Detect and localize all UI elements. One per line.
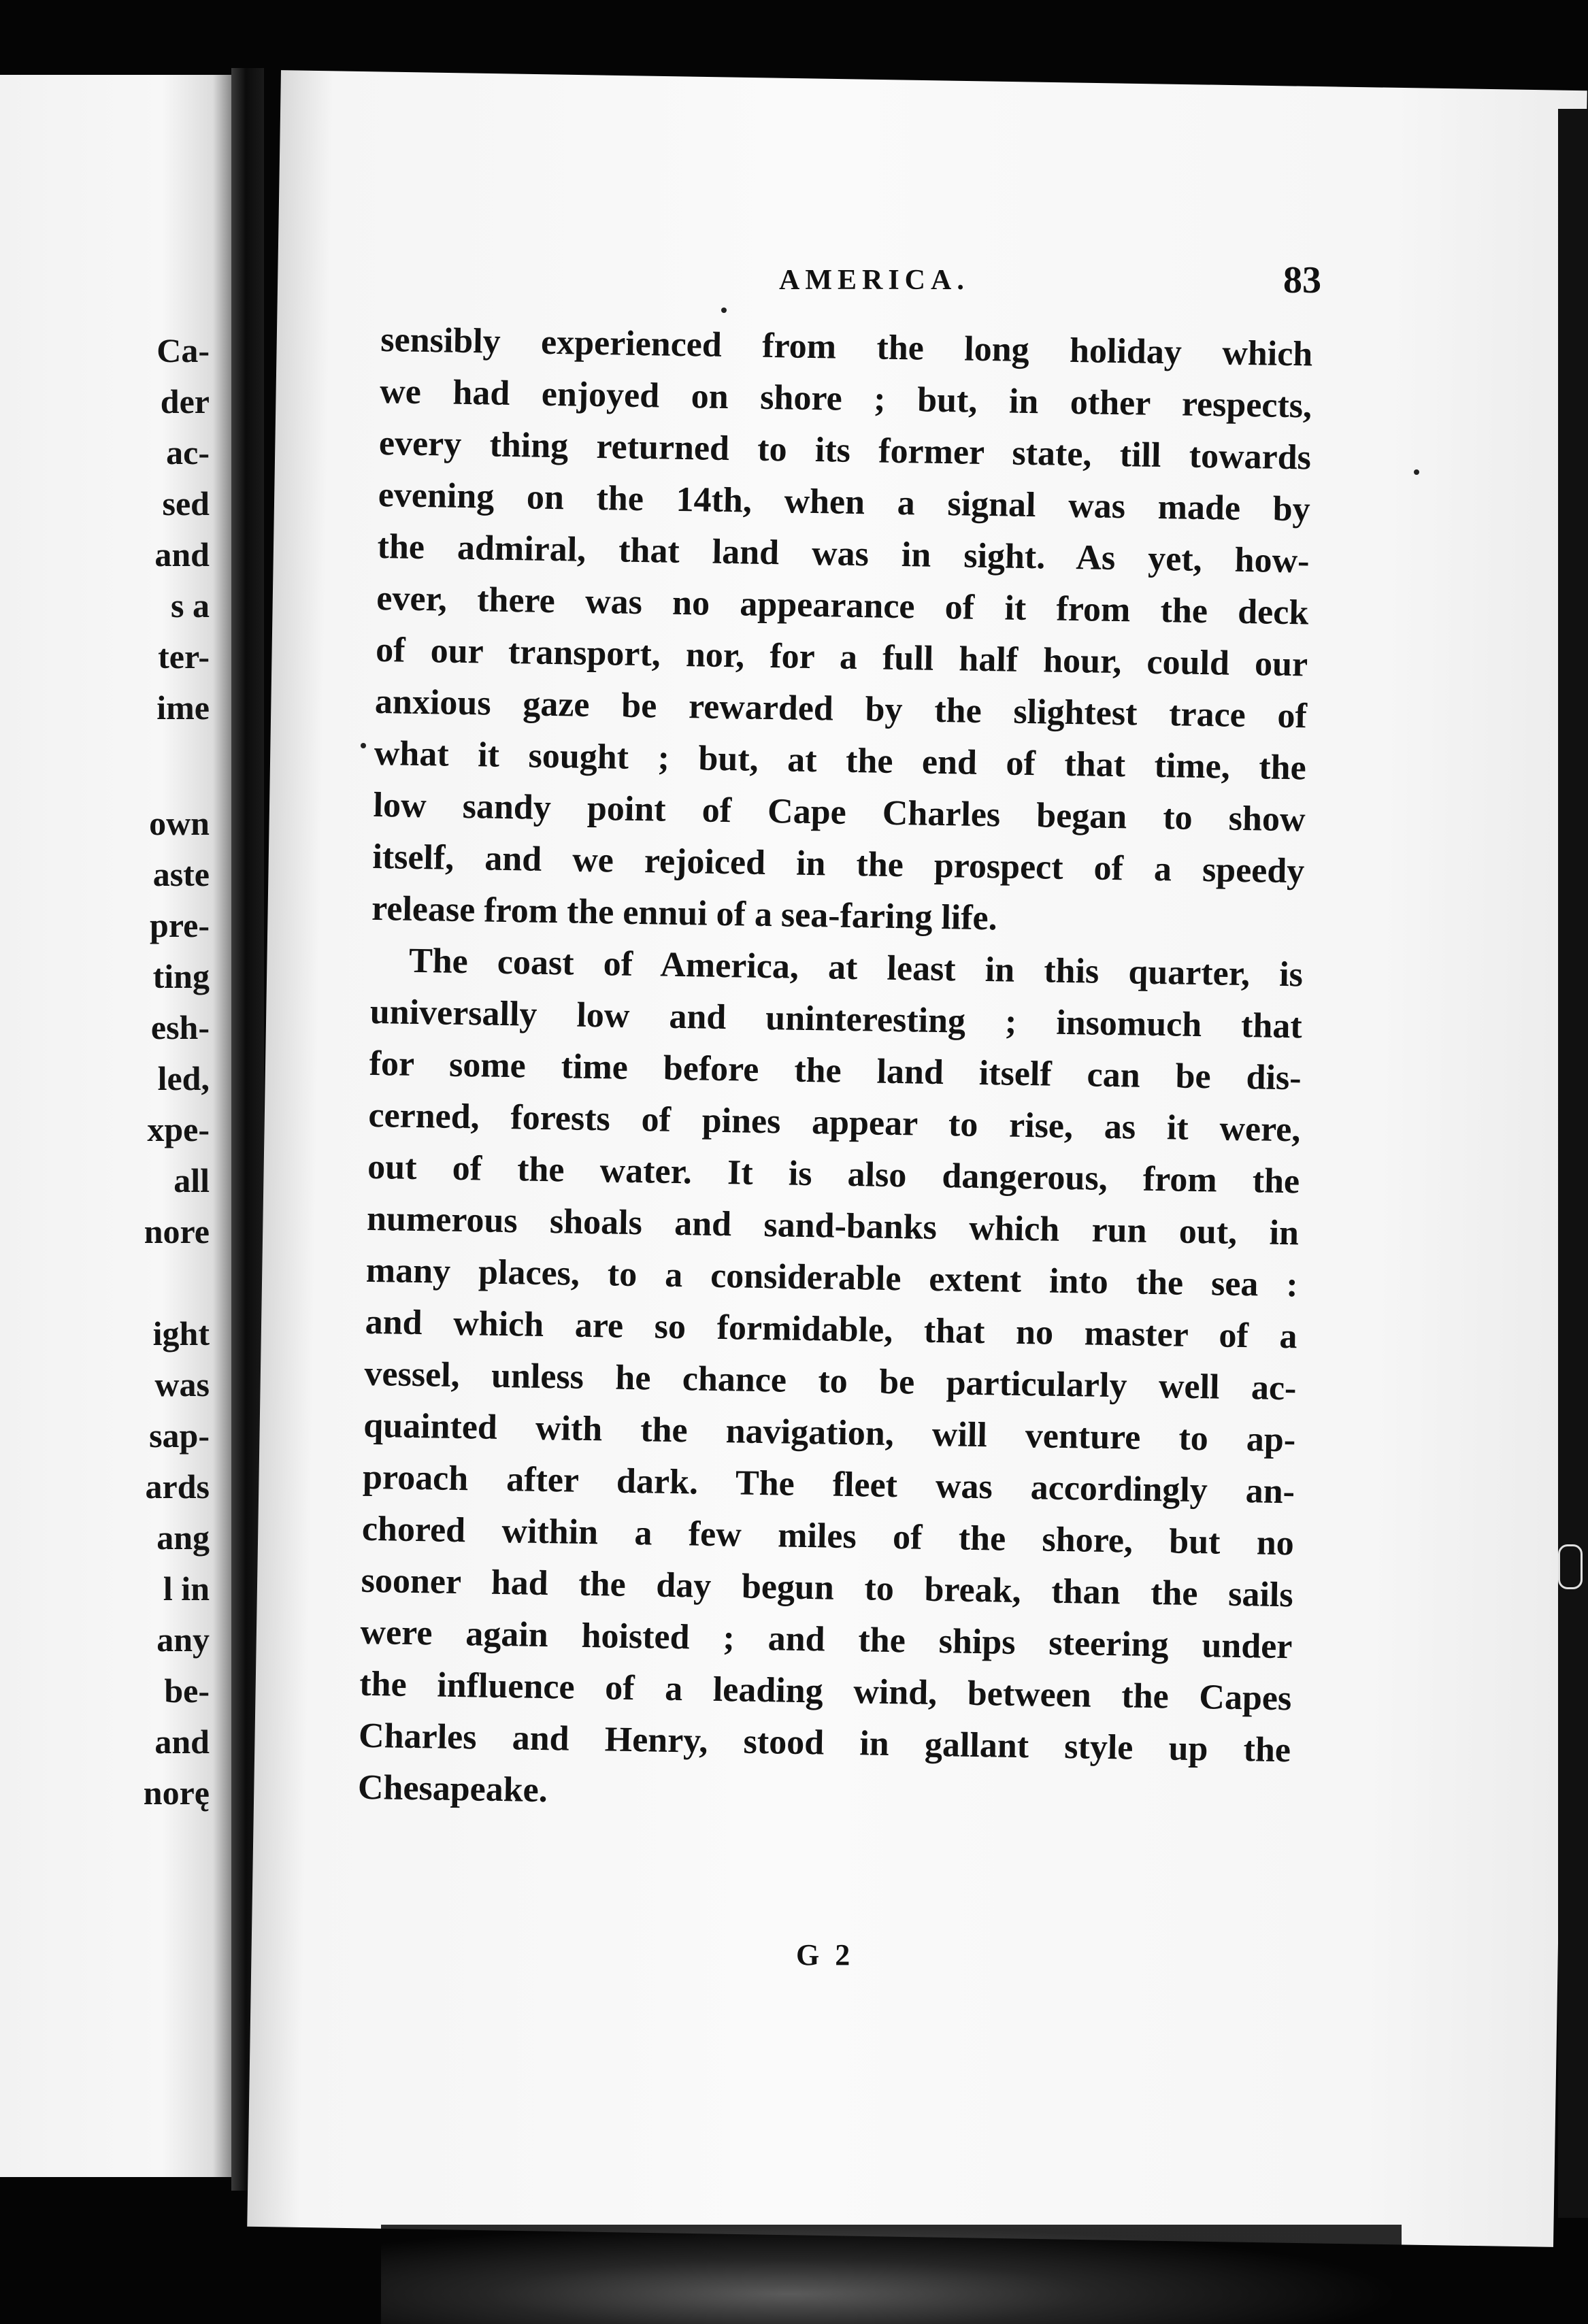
page-number: 83 bbox=[1283, 259, 1321, 301]
text-line: quainted with the navigation, will venture to ap- bbox=[363, 1406, 1296, 1460]
text-line: release from the ennui of a sea-faring life. bbox=[371, 889, 998, 938]
scan-stain bbox=[381, 2225, 1402, 2324]
speck bbox=[721, 308, 727, 313]
page-edge-shadow bbox=[1558, 109, 1588, 2218]
facing-page-fragment: sap- bbox=[149, 1416, 210, 1455]
text-line: we had enjoyed on shore ; but, in other respects, bbox=[379, 371, 1312, 426]
facing-page-fragment: nore bbox=[144, 1212, 210, 1250]
speck bbox=[1414, 469, 1419, 475]
text-line: anxious gaze be rewarded by the slightest trace of bbox=[374, 682, 1308, 736]
running-head: AMERICA. bbox=[779, 265, 970, 296]
facing-page-fragment: ime bbox=[156, 688, 210, 727]
facing-page-fragment: l in bbox=[163, 1570, 210, 1608]
facing-page-fragment: ter- bbox=[158, 637, 210, 676]
text-line: evening on the 14th, when a signal was made by bbox=[378, 475, 1311, 529]
text-line: proach after dark. The fleet was accordingly an- bbox=[362, 1457, 1295, 1512]
signature-mark: G 2 bbox=[796, 1938, 855, 1972]
facing-page-fragment: led, bbox=[157, 1059, 210, 1097]
facing-page-left bbox=[0, 75, 231, 2177]
facing-page-fragment: Ca- bbox=[156, 331, 210, 369]
text-line: low sandy point of Cape Charles began to show bbox=[373, 785, 1306, 840]
text-line: were again hoisted ; and the ships steering under bbox=[360, 1612, 1293, 1667]
text-line: vessel, unless he chance to be particularly well ac- bbox=[364, 1354, 1297, 1408]
facing-page-fragment: be- bbox=[164, 1672, 210, 1710]
text-line: ever, there was no appearance of it from the deck bbox=[376, 578, 1309, 633]
facing-page-fragment: ang bbox=[156, 1518, 210, 1557]
facing-page-fragment: norę bbox=[143, 1774, 210, 1812]
text-line: many places, to a considerable extent into the sea : bbox=[365, 1250, 1299, 1305]
text-line: itself, and we rejoiced in the prospect of a speedy bbox=[372, 837, 1305, 891]
text-line: cerned, forests of pines appear to rise, as it were, bbox=[368, 1095, 1301, 1150]
text-line: chored within a few miles of the shore, but no bbox=[361, 1509, 1295, 1563]
facing-page-fragment: s a bbox=[171, 586, 210, 625]
text-line: numerous shoals and sand-banks which run out, in bbox=[366, 1199, 1300, 1253]
facing-page-fragment: sed bbox=[162, 484, 210, 522]
facing-page-fragment: ight bbox=[152, 1314, 210, 1352]
text-line: sooner had the day begun to break, than the sails bbox=[361, 1561, 1294, 1615]
facing-page-fragment: pre- bbox=[150, 906, 210, 944]
page-header bbox=[517, 253, 1327, 308]
text-line: The coast of America, at least in this quarter, is bbox=[408, 941, 1304, 995]
facing-page-fragment: was bbox=[154, 1365, 210, 1404]
facing-page-fragment: any bbox=[156, 1621, 210, 1659]
text-line: and which are so formidable, that no master of a bbox=[365, 1302, 1298, 1357]
text-line: out of the water. It is also dangerous, from the bbox=[367, 1147, 1300, 1201]
text-line: every thing returned to its former state, till towards bbox=[378, 423, 1312, 478]
facing-page-fragment: own bbox=[149, 804, 210, 842]
text-line: universally low and uninteresting ; insomuch that bbox=[369, 992, 1303, 1046]
text-line: Chesapeake. bbox=[357, 1767, 548, 1810]
text-line: for some time before the land itself can be dis- bbox=[369, 1044, 1302, 1098]
facing-page-fragment: ards bbox=[145, 1467, 210, 1506]
facing-page-fragment: all bbox=[173, 1161, 210, 1199]
facing-page-fragment: der bbox=[160, 382, 210, 420]
text-line: the admiral, that land was in sight. As yet, how- bbox=[377, 527, 1310, 581]
text-line: the influence of a leading wind, between the Capes bbox=[359, 1664, 1292, 1719]
edge-mark bbox=[1558, 1544, 1583, 1589]
facing-page-fragment: aste bbox=[152, 855, 210, 893]
body-text bbox=[357, 314, 1312, 1828]
facing-page-fragment: xpe- bbox=[147, 1110, 210, 1148]
speck bbox=[361, 743, 366, 748]
facing-page-fragment: ting bbox=[152, 957, 210, 995]
text-line: sensibly experienced from the long holiday which bbox=[380, 320, 1313, 374]
facing-page-fragment: and bbox=[154, 535, 210, 574]
facing-page-fragment: esh- bbox=[150, 1008, 210, 1046]
facing-page-fragment: and bbox=[154, 1723, 210, 1761]
text-line: what it sought ; but, at the end of that time, the bbox=[374, 733, 1307, 788]
text-line: of our transport, nor, for a full half hour, could our bbox=[375, 630, 1308, 684]
facing-page-fragment: ac- bbox=[166, 433, 210, 471]
text-line: Charles and Henry, stood in gallant style up the bbox=[358, 1716, 1291, 1770]
